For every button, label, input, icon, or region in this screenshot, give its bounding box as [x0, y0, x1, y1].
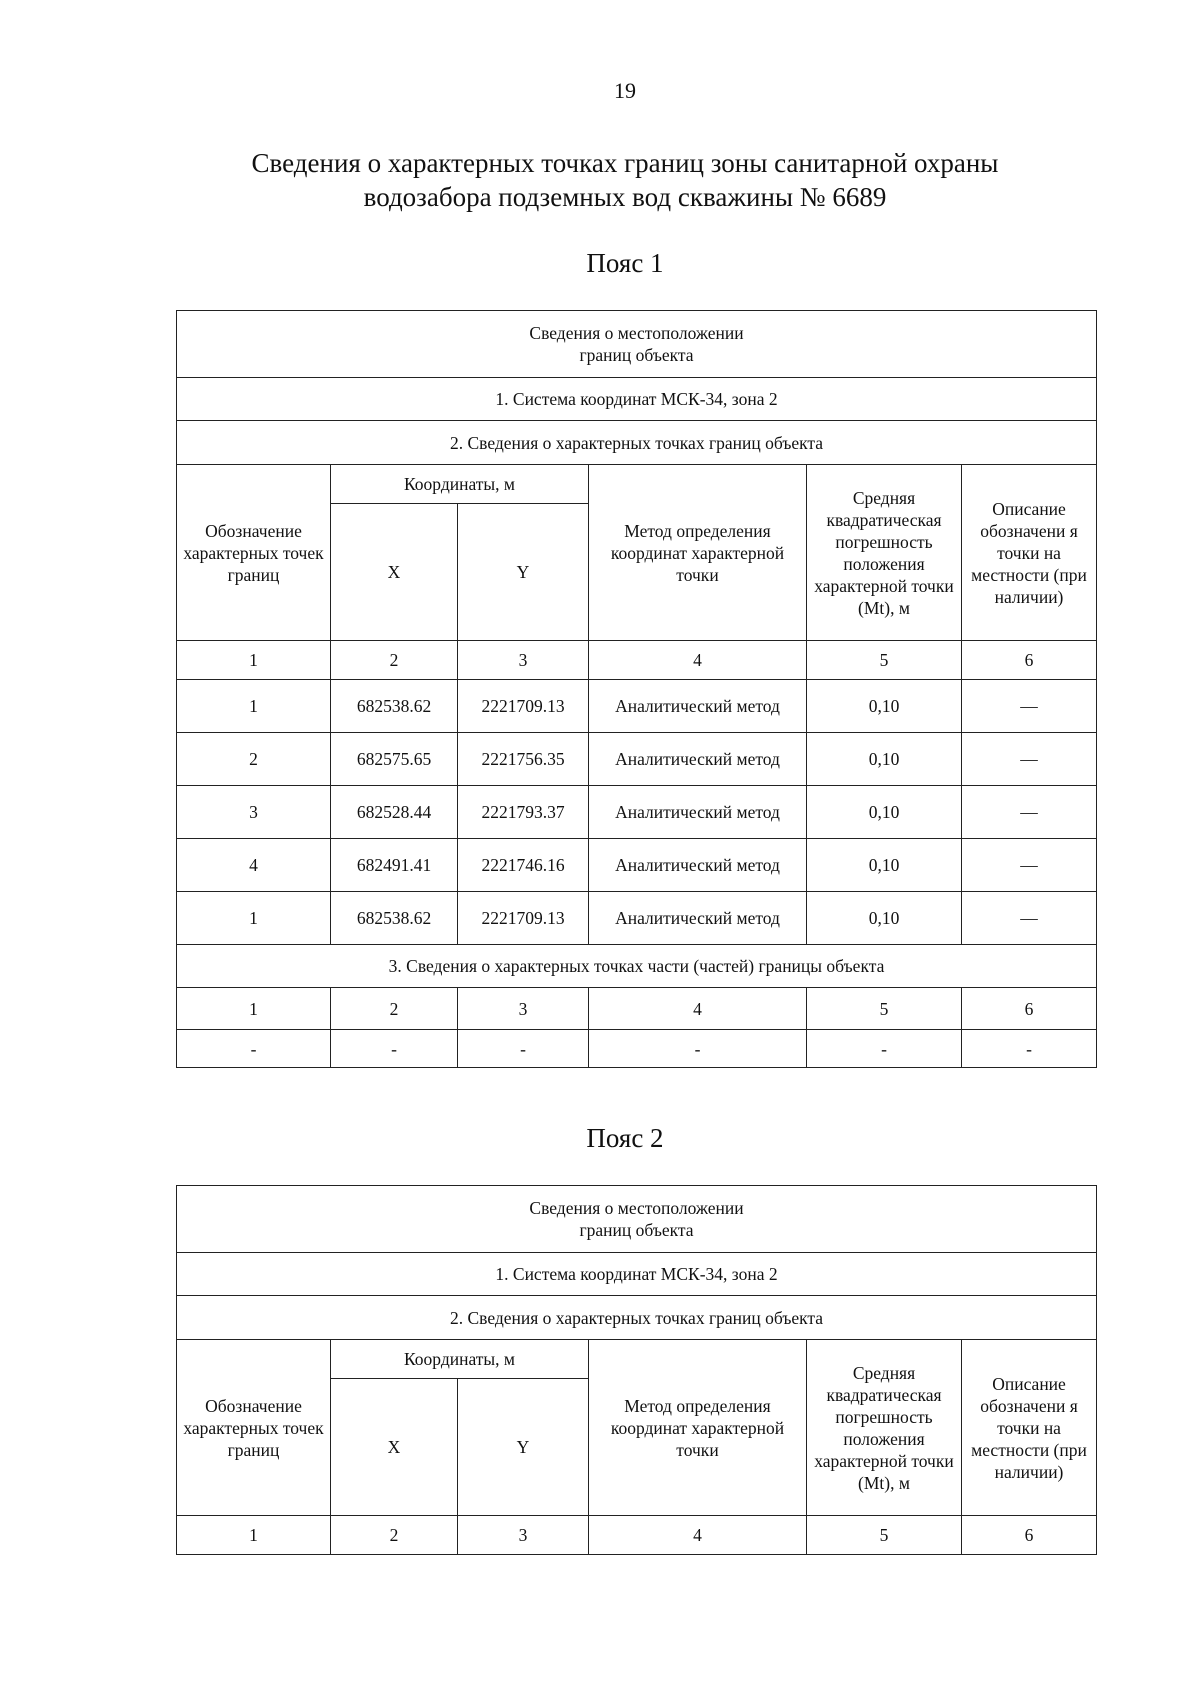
- designation-header: Обозначение характерных точек границ: [177, 1340, 331, 1516]
- belt-2-table: [176, 1185, 1097, 1555]
- error-header: Средняя квадратическая погрешность положения характерной точки (Mt), м: [807, 465, 962, 641]
- y-header: Y: [458, 504, 589, 641]
- part-info-row: 3. Сведения о характерных точках части (частей) границы объекта: [177, 945, 1097, 988]
- coordinates-header: Координаты, м: [331, 1340, 589, 1379]
- part-column-numbers-row: 1 2 3 4 5 6: [177, 988, 1097, 1030]
- method-header: Метод определения координат характерной точки: [589, 465, 807, 641]
- title-line-2: водозабора подземных вод скважины № 6689: [363, 182, 887, 212]
- belt-2-heading: Пояс 2: [586, 1123, 664, 1153]
- column-numbers-row: 1 2 3 4 5 6: [177, 641, 1097, 680]
- table-row: 1 682538.62 2221709.13 Аналитический метод 0,10 —: [177, 892, 1097, 945]
- x-header: X: [331, 1379, 458, 1516]
- y-header: Y: [458, 1379, 589, 1516]
- points-info-row: 2. Сведения о характерных точках границ объекта: [177, 1296, 1097, 1340]
- table-row: 4 682491.41 2221746.16 Аналитический метод 0,10 —: [177, 839, 1097, 892]
- designation-header: Обозначение характерных точек границ: [177, 465, 331, 641]
- x-header: X: [331, 504, 458, 641]
- table-row: 1 682538.62 2221709.13 Аналитический метод 0,10 —: [177, 680, 1097, 733]
- table-row: 3 682528.44 2221793.37 Аналитический метод 0,10 —: [177, 786, 1097, 839]
- belt-1-table: [176, 310, 1097, 1068]
- location-header: Сведения о местоположении границ объекта: [177, 311, 1097, 378]
- error-header: Средняя квадратическая погрешность положения характерной точки (Mt), м: [807, 1340, 962, 1516]
- coordinate-system-row: 1. Система координат МСК-34, зона 2: [177, 378, 1097, 421]
- column-numbers-row: 1 2 3 4 5 6: [177, 1516, 1097, 1555]
- description-header: Описание обозначени я точки на местности (при наличии): [962, 465, 1097, 641]
- part-data-row: - - - - - -: [177, 1030, 1097, 1068]
- page-number: 19: [614, 78, 636, 103]
- location-header: Сведения о местоположении границ объекта: [177, 1186, 1097, 1253]
- description-header: Описание обозначени я точки на местности (при наличии): [962, 1340, 1097, 1516]
- method-header: Метод определения координат характерной точки: [589, 1340, 807, 1516]
- title-line-1: Сведения о характерных точках границ зоны санитарной охраны: [251, 148, 999, 178]
- coordinate-system-row: 1. Система координат МСК-34, зона 2: [177, 1253, 1097, 1296]
- table-row: 2 682575.65 2221756.35 Аналитический метод 0,10 —: [177, 733, 1097, 786]
- document-title: [0, 146, 1200, 214]
- points-info-row: 2. Сведения о характерных точках границ объекта: [177, 421, 1097, 465]
- coordinates-header: Координаты, м: [331, 465, 589, 504]
- belt-1-heading: Пояс 1: [586, 248, 664, 278]
